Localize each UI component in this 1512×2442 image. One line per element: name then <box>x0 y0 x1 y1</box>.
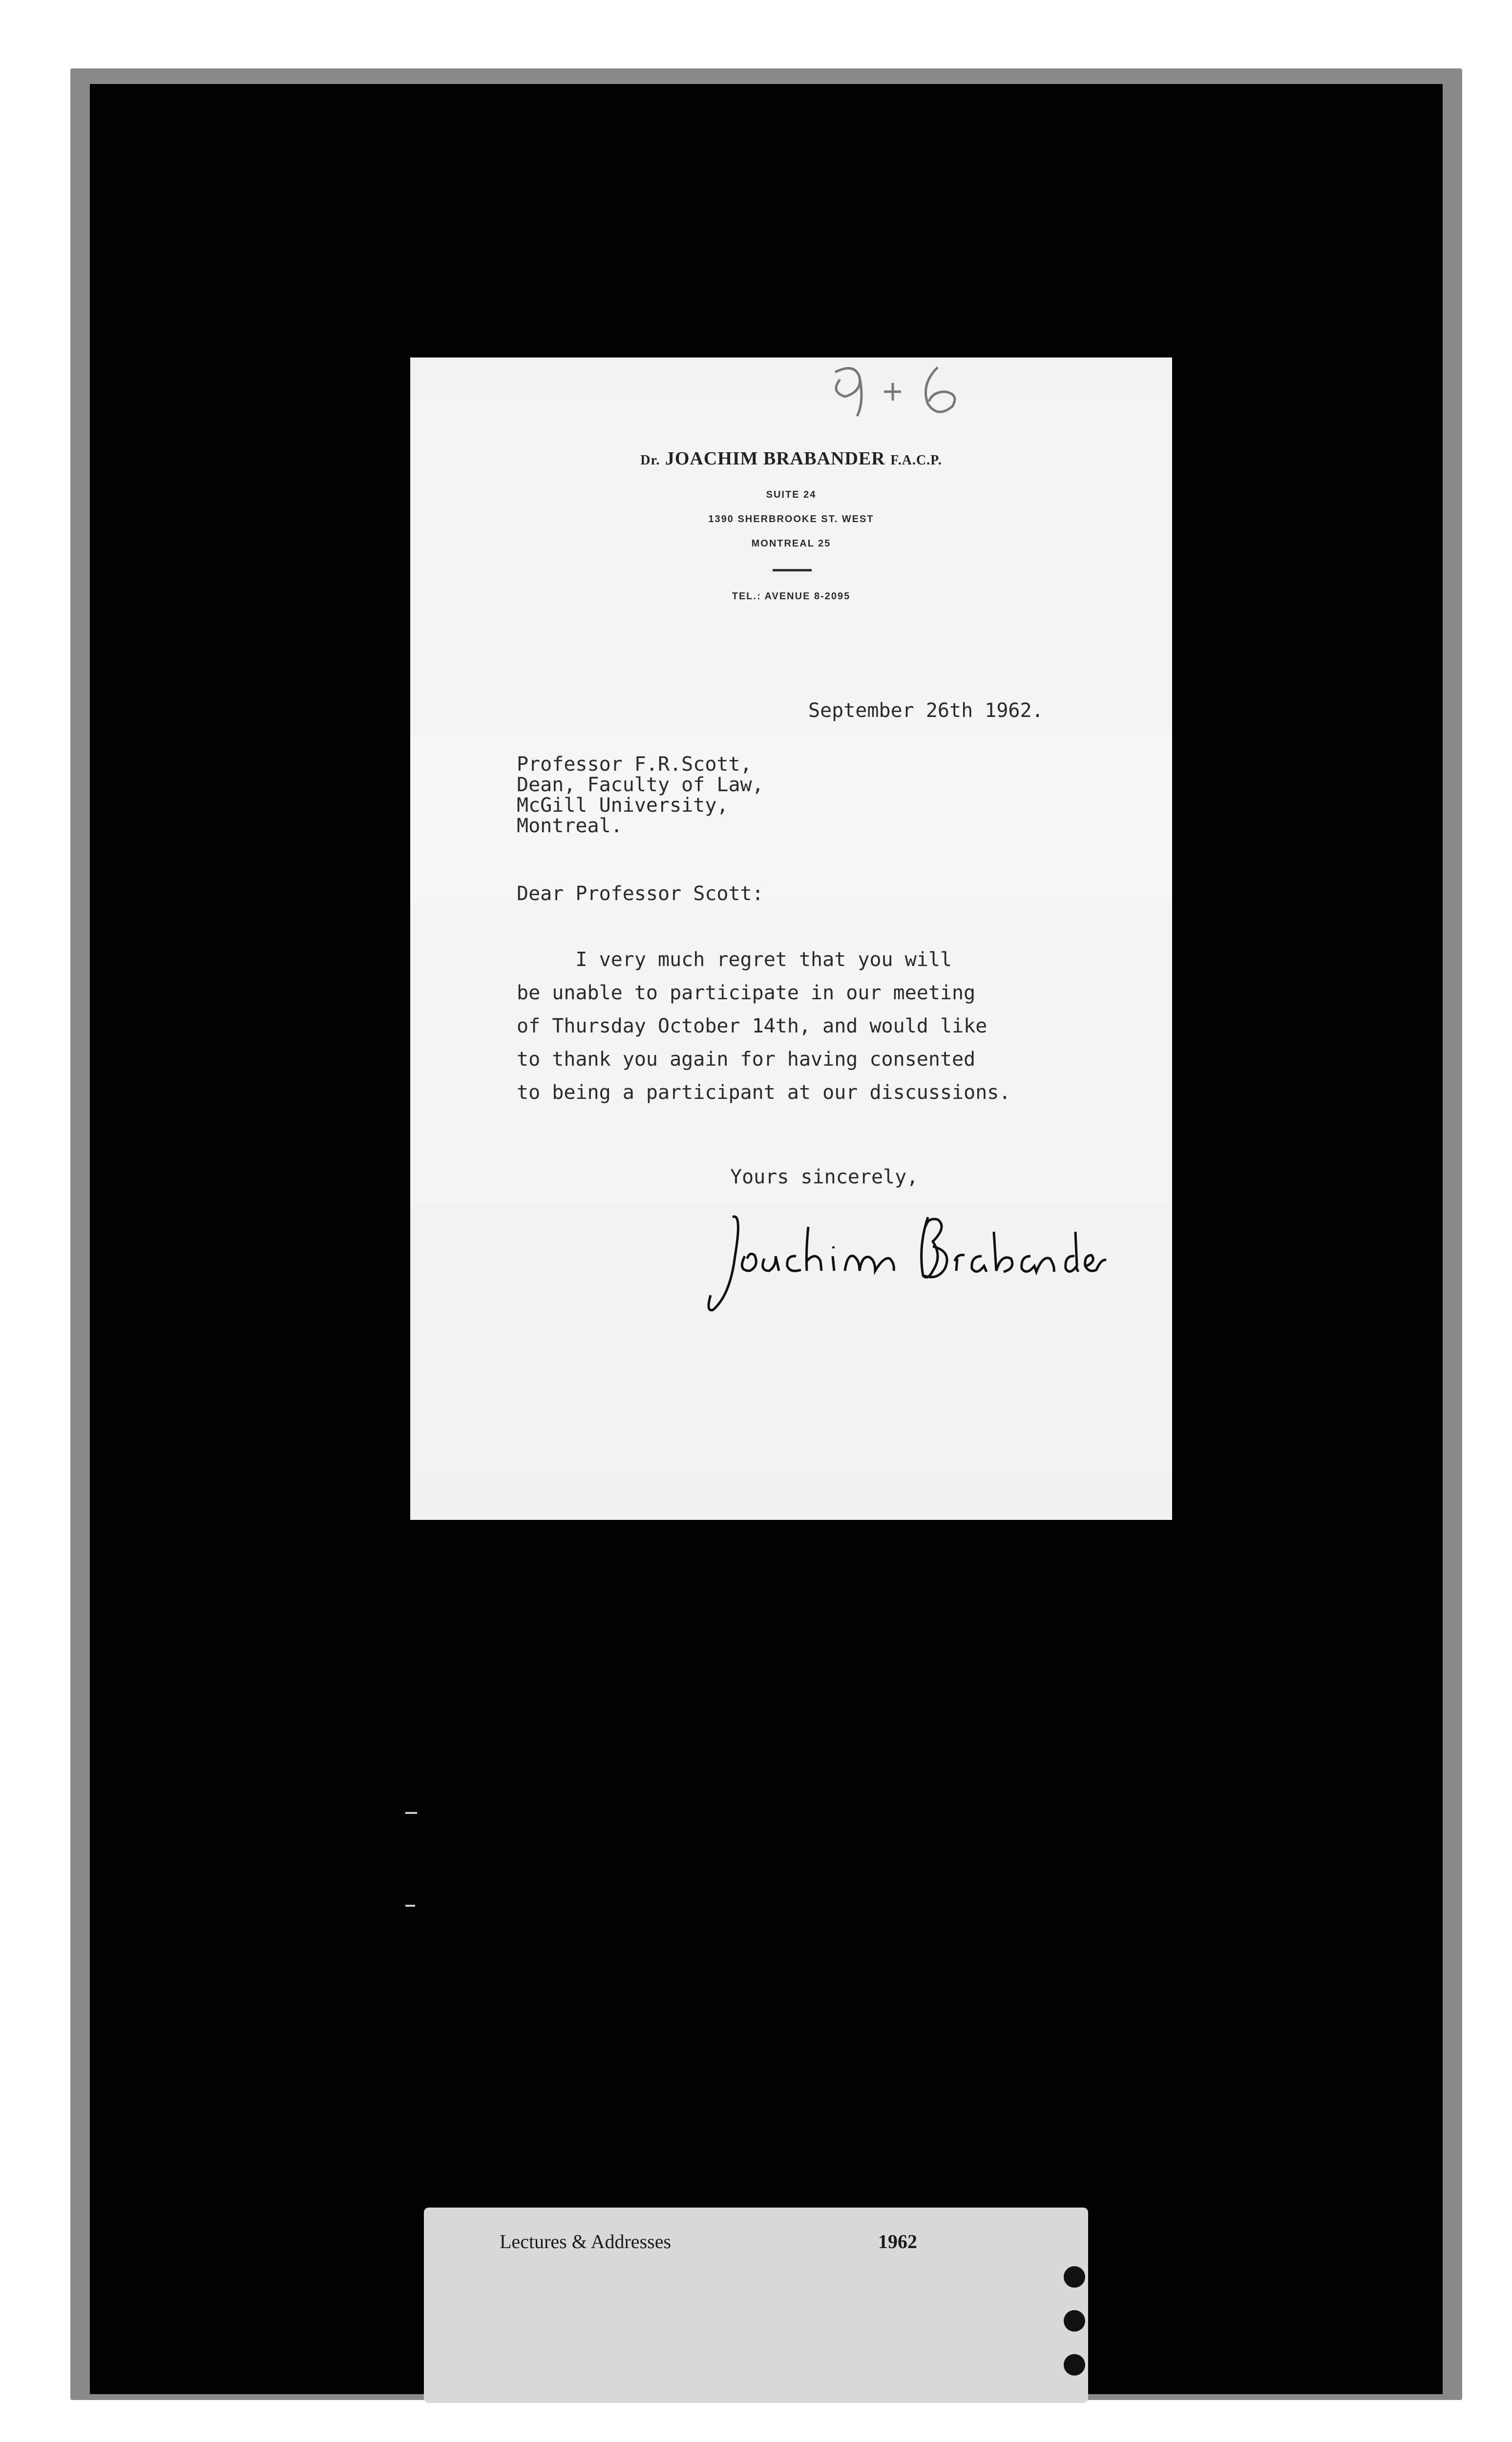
letterhead-credentials: F.A.C.P. <box>890 453 942 468</box>
card-punch-hole <box>1064 2266 1085 2288</box>
recipient-line: Montreal. <box>517 815 623 837</box>
letter-closing: Yours sincerely, <box>730 1166 919 1188</box>
letterhead-divider <box>773 569 812 571</box>
letterhead-name-prefix: Dr. <box>640 453 660 468</box>
recipient-line: Professor F.R.Scott, <box>517 753 752 776</box>
card-punch-hole <box>1064 2310 1085 2332</box>
letterhead-name <box>410 448 1172 469</box>
letterhead-city: MONTREAL 25 <box>751 538 831 549</box>
letter-body-line: of Thursday October 14th, and would like <box>517 1015 987 1037</box>
index-card-category: Lectures & Addresses <box>500 2231 672 2253</box>
recipient-line: Dean, Faculty of Law, <box>517 774 764 796</box>
letterhead-street: 1390 SHERBROOKE ST. WEST <box>708 514 874 525</box>
letter-body-line: to being a participant at our discussions. <box>517 1081 1011 1104</box>
card-punch-hole <box>1064 2354 1085 2376</box>
letter-body-line: to thank you again for having consented <box>517 1048 976 1071</box>
letterhead-physician-name: JOACHIM BRABANDER <box>665 448 885 469</box>
recipient-line: McGill University, <box>517 794 729 817</box>
letterhead-telephone: TEL.: AVENUE 8-2095 <box>732 591 851 602</box>
letter-body-line: I very much regret that you will <box>517 948 952 971</box>
handwritten-signature <box>698 1198 1118 1315</box>
film-scratch-mark <box>405 1905 415 1907</box>
letter-date: September 26th 1962. <box>808 699 1044 722</box>
film-scratch-mark <box>405 1812 417 1814</box>
index-card-year: 1962 <box>878 2231 917 2253</box>
letter-body-line: be unable to participate in our meeting <box>517 982 976 1004</box>
archive-handwritten-mark <box>816 358 991 431</box>
index-card <box>424 2208 1088 2403</box>
letterhead-suite: SUITE 24 <box>766 489 817 500</box>
letter-salutation: Dear Professor Scott: <box>517 883 764 905</box>
letter-sheet <box>410 358 1172 1520</box>
